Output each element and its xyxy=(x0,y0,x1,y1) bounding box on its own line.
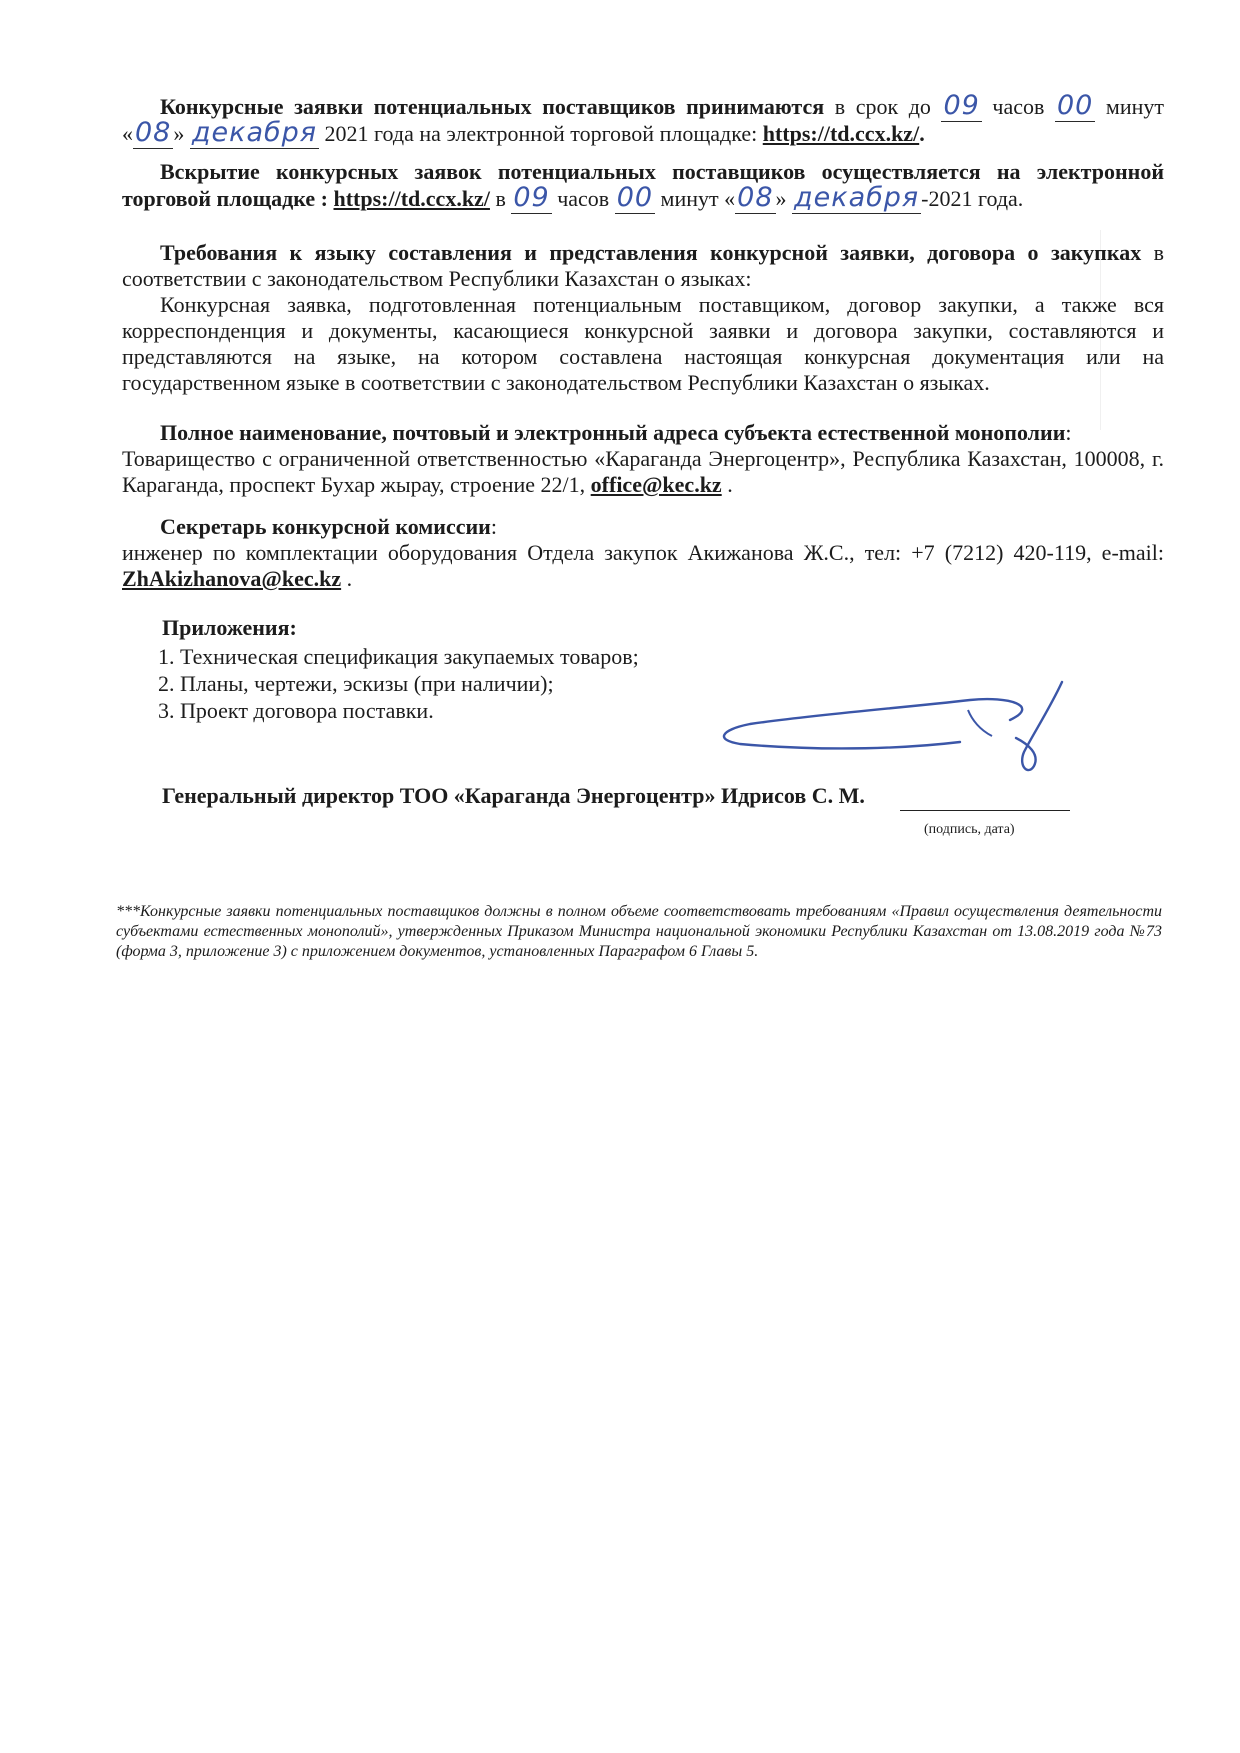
opening-paragraph: Вскрытие конкурсных заявок потенциальных поставщиков осуществляется на электронной торговой площадке : https://td.ccx.kz/ в 09 часов 00 минут «08» декабря-2021 года. xyxy=(122,159,1164,213)
attachment-item: 1. Техническая спецификация закупаемых товаров; xyxy=(158,644,639,669)
handwritten-hour: 09 xyxy=(513,182,550,213)
language-heading: Требования к языку составления и представления конкурсной заявки, договора о закупках в соответствии с законодательством Республики Казахстан о языках: xyxy=(122,240,1164,291)
opening-lead: Вскрытие конкурсных заявок потенциальных поставщиков осуществляется на электронной торговой площадке : xyxy=(122,159,1164,211)
signature-line xyxy=(900,810,1070,811)
handwritten-month: декабря xyxy=(794,182,920,213)
language-body: Конкурсная заявка, подготовленная потенциальным поставщиком, договор закупки, а также вся корреспонденция и документы, касающиеся конкурсной заявки и договора закупки, составляются и представляются на языке, на котором составлена настоящая конкурсная документация или на государственном языке в соответствии с законодательством Республики Казахстан о языках. xyxy=(122,292,1164,395)
handwritten-hour: 09 xyxy=(943,90,980,121)
attachment-item: 3. Проект договора поставки. xyxy=(158,698,434,723)
entity-body: Товарищество с ограниченной ответственностью «Караганда Энергоцентр», Республика Казахстан, 100008, г. Караганда, проспект Бухар жырау, строение 22/1, office@kec.kz . xyxy=(122,446,1164,497)
handwritten-day: 08 xyxy=(737,182,774,213)
attachments-heading: Приложения: xyxy=(162,615,297,640)
handwritten-minute: 00 xyxy=(616,182,654,213)
attachment-item: 2. Планы, чертежи, эскизы (при наличии); xyxy=(158,671,554,696)
opening-url-link[interactable]: https://td.ccx.kz/ xyxy=(333,186,490,211)
submission-paragraph: Конкурсные заявки потенциальных поставщиков принимаются в срок до 09 часов 00 минут «08» декабря 2021 года на электронной торговой площадке: https://td.ccx.kz/. xyxy=(122,90,1164,148)
submission-lead: Конкурсные заявки потенциальных поставщиков принимаются xyxy=(160,94,825,119)
secretary-email-link[interactable]: ZhAkizhanova@kec.kz xyxy=(122,566,342,591)
secretary-body: инженер по комплектации оборудования Отдела закупок Акижанова Ж.С., тел: +7 (7212) 420-119, e-mail: ZhAkizhanova@kec.kz . xyxy=(122,540,1164,591)
handwritten-day: 08 xyxy=(135,117,172,148)
footnote: ***Конкурсные заявки потенциальных поставщиков должны в полном объеме соответствовать требованиям «Правил осуществления деятельности субъектами естественных монополий», утвержденных Приказом Министра национальной экономики Республики Казахстан от 13.08.2019 года №73 (форма 3, приложение 3) с приложением документов, установленных Параграфом 6 Главы 5. xyxy=(116,903,1162,960)
office-email-link[interactable]: office@kec.kz xyxy=(590,472,722,497)
director-line: Генеральный директор ТОО «Караганда Энергоцентр» Идрисов С. М. xyxy=(162,783,865,808)
secretary-heading: Секретарь конкурсной комиссии: xyxy=(160,514,497,539)
signature-caption: (подпись, дата) xyxy=(924,822,1015,837)
handwritten-minute: 00 xyxy=(1056,90,1094,121)
submission-url-link[interactable]: https://td.ccx.kz/ xyxy=(762,121,920,146)
handwritten-signature xyxy=(710,680,1070,780)
handwritten-month: декабря xyxy=(191,117,318,148)
entity-heading: Полное наименование, почтовый и электронный адреса субъекта естественной монополии: xyxy=(160,420,1072,445)
